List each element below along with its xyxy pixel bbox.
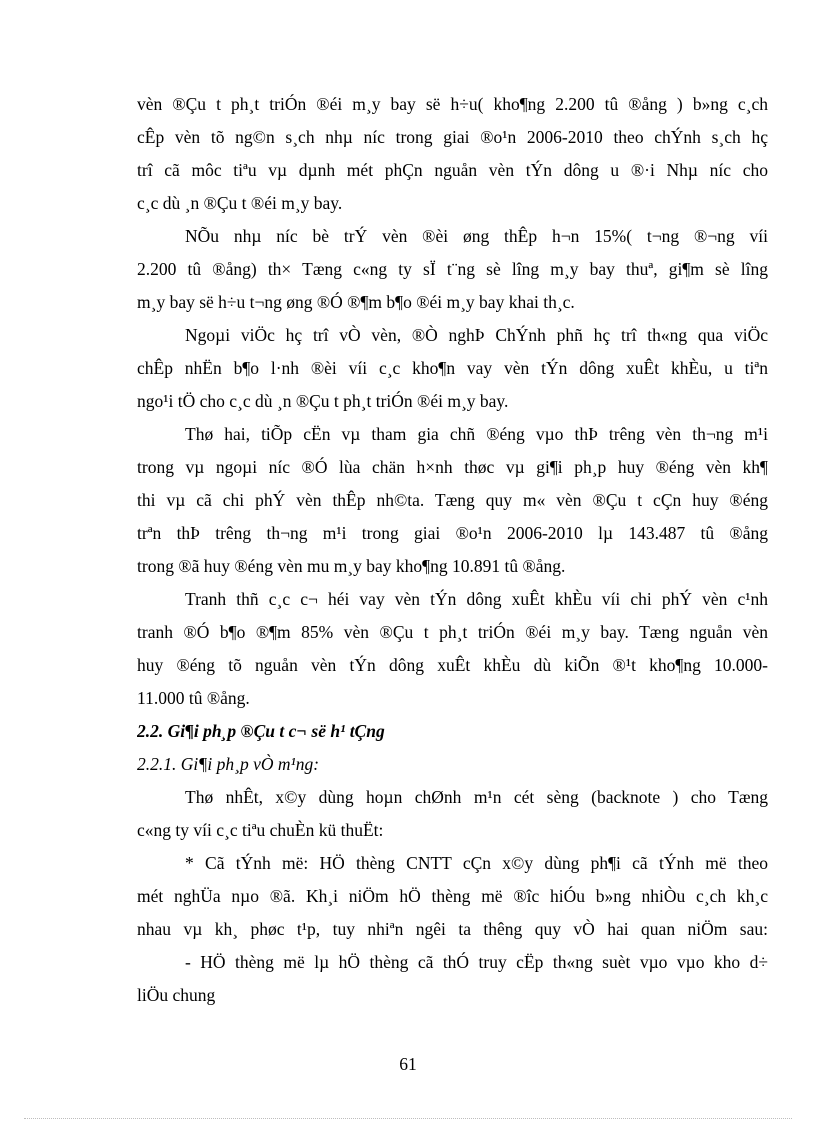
text-line: ngo¹i tÖ cho c¸c dù ¸n ®Çu t ph¸t triÓn ®éi m¸y bay. <box>137 391 509 411</box>
text-line: tranh ®Ó b¶o ®¶m 85% vèn ®Çu t ph¸t triÓn ®éi m¸y bay. Tæng nguån vèn <box>137 622 768 642</box>
text-line: trªn thÞ trêng th¬ng m¹i trong giai ®o¹n 2006-2010 lµ 143.487 tû ®ång <box>137 523 768 543</box>
text-line: thi vµ cã chi phÝ vèn thÊp nh©ta. Tæng quy m« vèn ®Çu t cÇn huy ®éng <box>137 490 768 510</box>
text-line: liÖu chung <box>137 985 216 1005</box>
text-line: vèn ®Çu t ph¸t triÓn ®éi m¸y bay së h÷u( kho¶ng 2.200 tû ®ång ) b»ng c¸ch <box>137 94 768 114</box>
text-line: Tranh thñ c¸c c¬ héi vay vèn tÝn dông xuÊt khÈu víi chi phÝ vèn c¹nh <box>185 589 768 609</box>
text-line: Ngoµi viÖc hç trî vÒ vèn, ®Ò nghÞ ChÝnh phñ hç trî th«ng qua viÖc <box>185 325 768 345</box>
text-line: trong ®ã huy ®éng vèn mu m¸y bay kho¶ng 10.891 tû ®ång. <box>137 556 566 576</box>
subsection-heading: 2.2.1. Gi¶i ph¸p vÒ m¹ng: <box>137 754 320 774</box>
text-line: NÕu nhµ níc bè trÝ vèn ®èi øng thÊp h¬n 15%( t¬ng ®¬ng víi <box>185 226 768 246</box>
text-line: mét nghÜa nµo ®ã. Kh¸i niÖm hÖ thèng më ®îc hiÓu b»ng nhiÒu c¸ch kh¸c <box>137 886 768 906</box>
text-line: cÊp vèn tõ ng©n s¸ch nhµ níc trong giai ®o¹n 2006-2010 theo chÝnh s¸ch hç <box>137 127 768 147</box>
page-number: 61 <box>399 1054 417 1074</box>
text-line: 11.000 tû ®ång. <box>137 688 250 708</box>
text-line: - HÖ thèng më lµ hÖ thèng cã thÓ truy cËp th«ng suèt vµo vµo kho d÷ <box>185 952 768 972</box>
text-line: trî cã môc tiªu vµ dµnh mét phÇn nguån vèn tÝn dông u ®·i Nhµ níc cho <box>137 160 768 180</box>
text-line: c«ng ty víi c¸c tiªu chuÈn kü thuËt: <box>137 820 384 840</box>
text-line: m¸y bay së h÷u t¬ng øng ®Ó ®¶m b¶o ®éi m¸y bay khai th¸c. <box>137 292 575 312</box>
section-heading: 2.2. Gi¶i ph¸p ®Çu t c¬ së h¹ tÇng <box>137 721 385 741</box>
page-bottom-divider <box>24 1118 792 1119</box>
text-line: nhau vµ kh¸ phøc t¹p, tuy nhiªn ngêi ta thêng quy vÒ hai quan niÖm sau: <box>137 919 768 939</box>
text-line: 2.200 tû ®ång) th× Tæng c«ng ty sÏ t¨ng sè lîng m¸y bay thuª, gi¶m sè lîng <box>137 259 768 279</box>
text-line: huy ®éng tõ nguån vèn tÝn dông xuÊt khÈu dù kiÕn ®¹t kho¶ng 10.000- <box>137 655 768 675</box>
text-line: c¸c dù ¸n ®Çu t ®éi m¸y bay. <box>137 193 343 213</box>
text-line: * Cã tÝnh më: HÖ thèng CNTT cÇn x©y dùng ph¶i cã tÝnh më theo <box>185 853 768 873</box>
text-line: trong vµ ngoµi níc ®Ó lùa chän h×nh thøc vµ gi¶i ph¸p huy ®éng vèn kh¶ <box>137 457 768 477</box>
text-line: Thø nhÊt, x©y dùng hoµn chØnh m¹n cét sèng (backnote ) cho Tæng <box>185 787 768 807</box>
text-line: Thø hai, tiÕp cËn vµ tham gia chñ ®éng vµo thÞ trêng vèn th¬ng m¹i <box>185 424 768 444</box>
body-text <box>137 88 768 1012</box>
text-line: chÊp nhËn b¶o l·nh ®èi víi c¸c kho¶n vay vèn tÝn dông xuÊt khÈu, u tiªn <box>137 358 768 378</box>
